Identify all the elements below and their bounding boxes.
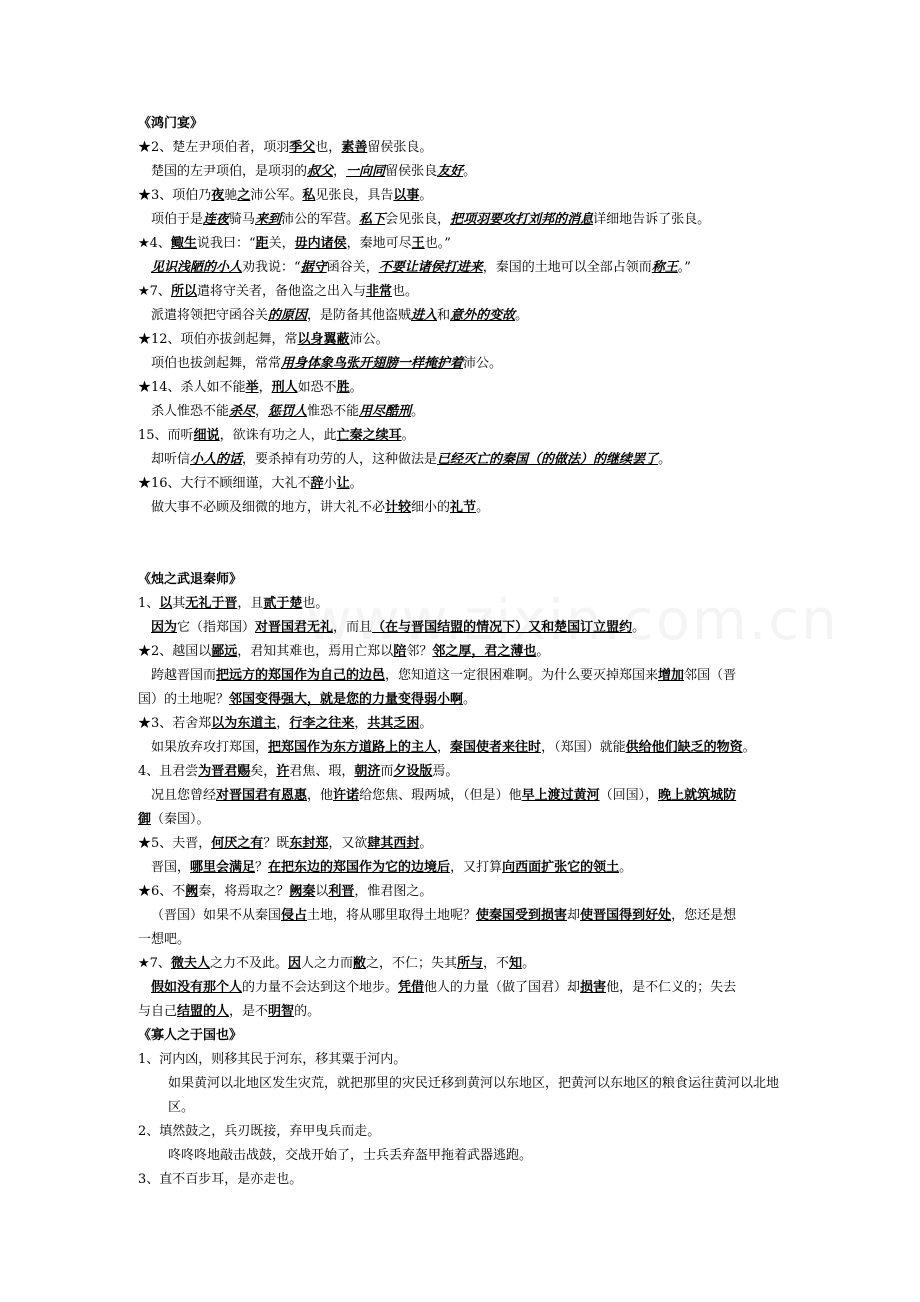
original-line: ★12、项伯亦拔剑起舞，常以身翼蔽沛公。 <box>138 332 389 347</box>
original-line: 4、且君尝为晋君赐矣，许君焦、瑕，朝济而夕设版焉。 <box>138 764 459 779</box>
translation-line: 项伯也拔剑起舞，常常用身体象鸟张开翅膀一样掩护着沛公。 <box>151 356 503 371</box>
translation-line: 杀人惟恐不能杀尽，惩罚人惟恐不能用尽酷刑。 <box>151 404 425 419</box>
original-line: 1、河内凶，则移其民于河东，移其粟于河内。 <box>138 1052 407 1067</box>
translation-line: 项伯于是连夜骑马来到沛公的军营。私下会见张良，把项羽要攻打刘邦的消息详细地告诉了张良。 <box>151 212 711 227</box>
original-line: ★7、微夫人之力不及此。因人之力而敝之，不仁；失其所与，不知。 <box>138 956 536 971</box>
original-line: ★3、若舍郑以为东道主，行李之往来，共其乏困。 <box>138 716 433 731</box>
translation-line: 御（秦国）。 <box>138 812 210 827</box>
original-line: ★4、鲰生说我曰：“距关，毋内诸侯，秦地可尽王也。” <box>138 236 451 251</box>
translation-line: 晋国，哪里会满足？在把东边的郑国作为它的边境后，又打算向西面扩张它的领土。 <box>151 860 633 875</box>
original-line: ★7、所以遣将守关者，备他盗之出入与非常也。 <box>138 284 418 299</box>
translation-line: 因为它（指郑国）对晋国君无礼，而且（在与晋国结盟的情况下）又和楚国订立盟约。 <box>151 620 646 635</box>
translation-line: 跨越晋国而把远方的郑国作为自己的边邑，您知道这一定很困难啊。为什么要灭掉郑国来增加邻国（晋 <box>151 668 737 683</box>
translation-line: 却听信小人的话，要杀掉有功劳的人，这种做法是已经灭亡的秦国（的做法）的继续罢了。 <box>151 452 672 467</box>
translation-line: 做大事不必顾及细微的地方，讲大礼不必计较细小的礼节。 <box>151 500 490 515</box>
section-gap <box>138 544 788 568</box>
original-line: 15、而听细说，欲诛有功之人，此亡秦之续耳。 <box>138 428 415 443</box>
original-line: ★3、项伯乃夜驰之沛公军。私见张良，具告以事。 <box>138 188 433 203</box>
translation-line: 派遣将领把守函谷关的原因，是防备其他盗贼进入和意外的变故。 <box>151 308 529 323</box>
section-title-guarenzhiyuguo: 《寡人之于国也》 <box>138 1028 243 1043</box>
translation-line: 楚国的左尹项伯，是项羽的叔父，一向同留侯张良友好。 <box>151 164 477 179</box>
translation-line: 况且您曾经对晋国君有恩惠，他许诺给您焦、瑕两城，（但是）他早上渡过黄河（回国），晚上就筑城防 <box>151 788 737 803</box>
translation-line: 一想吧。 <box>138 932 191 947</box>
original-line: ★14、杀人如不能举，刑人如恐不胜。 <box>138 380 363 395</box>
translation-line: 见识浅陋的小人劝我说：“据守函谷关，不要让诸侯打进来，秦国的土地可以全部占领而称王。” <box>151 260 691 275</box>
translation-line: 假如没有那个人的力量不会达到这个地步。凭借他人的力量（做了国君）却损害他，是不仁义的；失去 <box>151 980 737 995</box>
translation-line: （晋国）如果不从秦国侵占土地，将从哪里取得土地呢？使秦国受到损害却使晋国得到好处，您还是想 <box>151 908 737 923</box>
translation-line: 如果放弃攻打郑国，把郑国作为东方道路上的主人，秦国使者来往时，（郑国）就能供给他们缺乏的物资。 <box>151 740 756 755</box>
translation-line: 与自己结盟的人，是不明智的。 <box>138 1004 321 1019</box>
original-line: 1、以其无礼于晋，且贰于楚也。 <box>138 596 329 611</box>
document-page <box>138 112 788 1192</box>
original-line: ★2、楚左尹项伯者，项羽季父也，素善留侯张良。 <box>138 140 433 155</box>
translation-line: 国）的土地呢？邻国变得强大，就是您的力量变得弱小啊。 <box>138 692 477 707</box>
original-line: ★2、越国以鄙远，君知其难也，焉用亡郑以陪邻？邻之厚，君之薄也。 <box>138 644 550 659</box>
section-title-hongmenyan: 《鸿门宴》 <box>138 116 204 131</box>
translation-line: 如果黄河以北地区发生灾荒，就把那里的灾民迁移到黄河以东地区，把黄河以东地区的粮食运往黄河以北地区。 <box>168 1076 780 1115</box>
original-line: ★16、大行不顾细谨，大礼不辞小让。 <box>138 476 363 491</box>
original-line: ★6、不阙秦，将焉取之？阙秦以利晋，惟君图之。 <box>138 884 433 899</box>
section-title-zhuzhiwu: 《烛之武退秦师》 <box>138 572 243 587</box>
original-line: ★5、夫晋，何厌之有？既东封郑，又欲肆其西封。 <box>138 836 433 851</box>
section-gap <box>138 520 788 544</box>
translation-line: 咚咚咚地敲击战鼓，交战开始了，士兵丢弃盔甲拖着武器逃跑。 <box>168 1148 533 1163</box>
original-line: 3、直不百步耳，是亦走也。 <box>138 1172 303 1187</box>
original-line: 2、填然鼓之，兵刃既接，弃甲曳兵而走。 <box>138 1124 381 1139</box>
